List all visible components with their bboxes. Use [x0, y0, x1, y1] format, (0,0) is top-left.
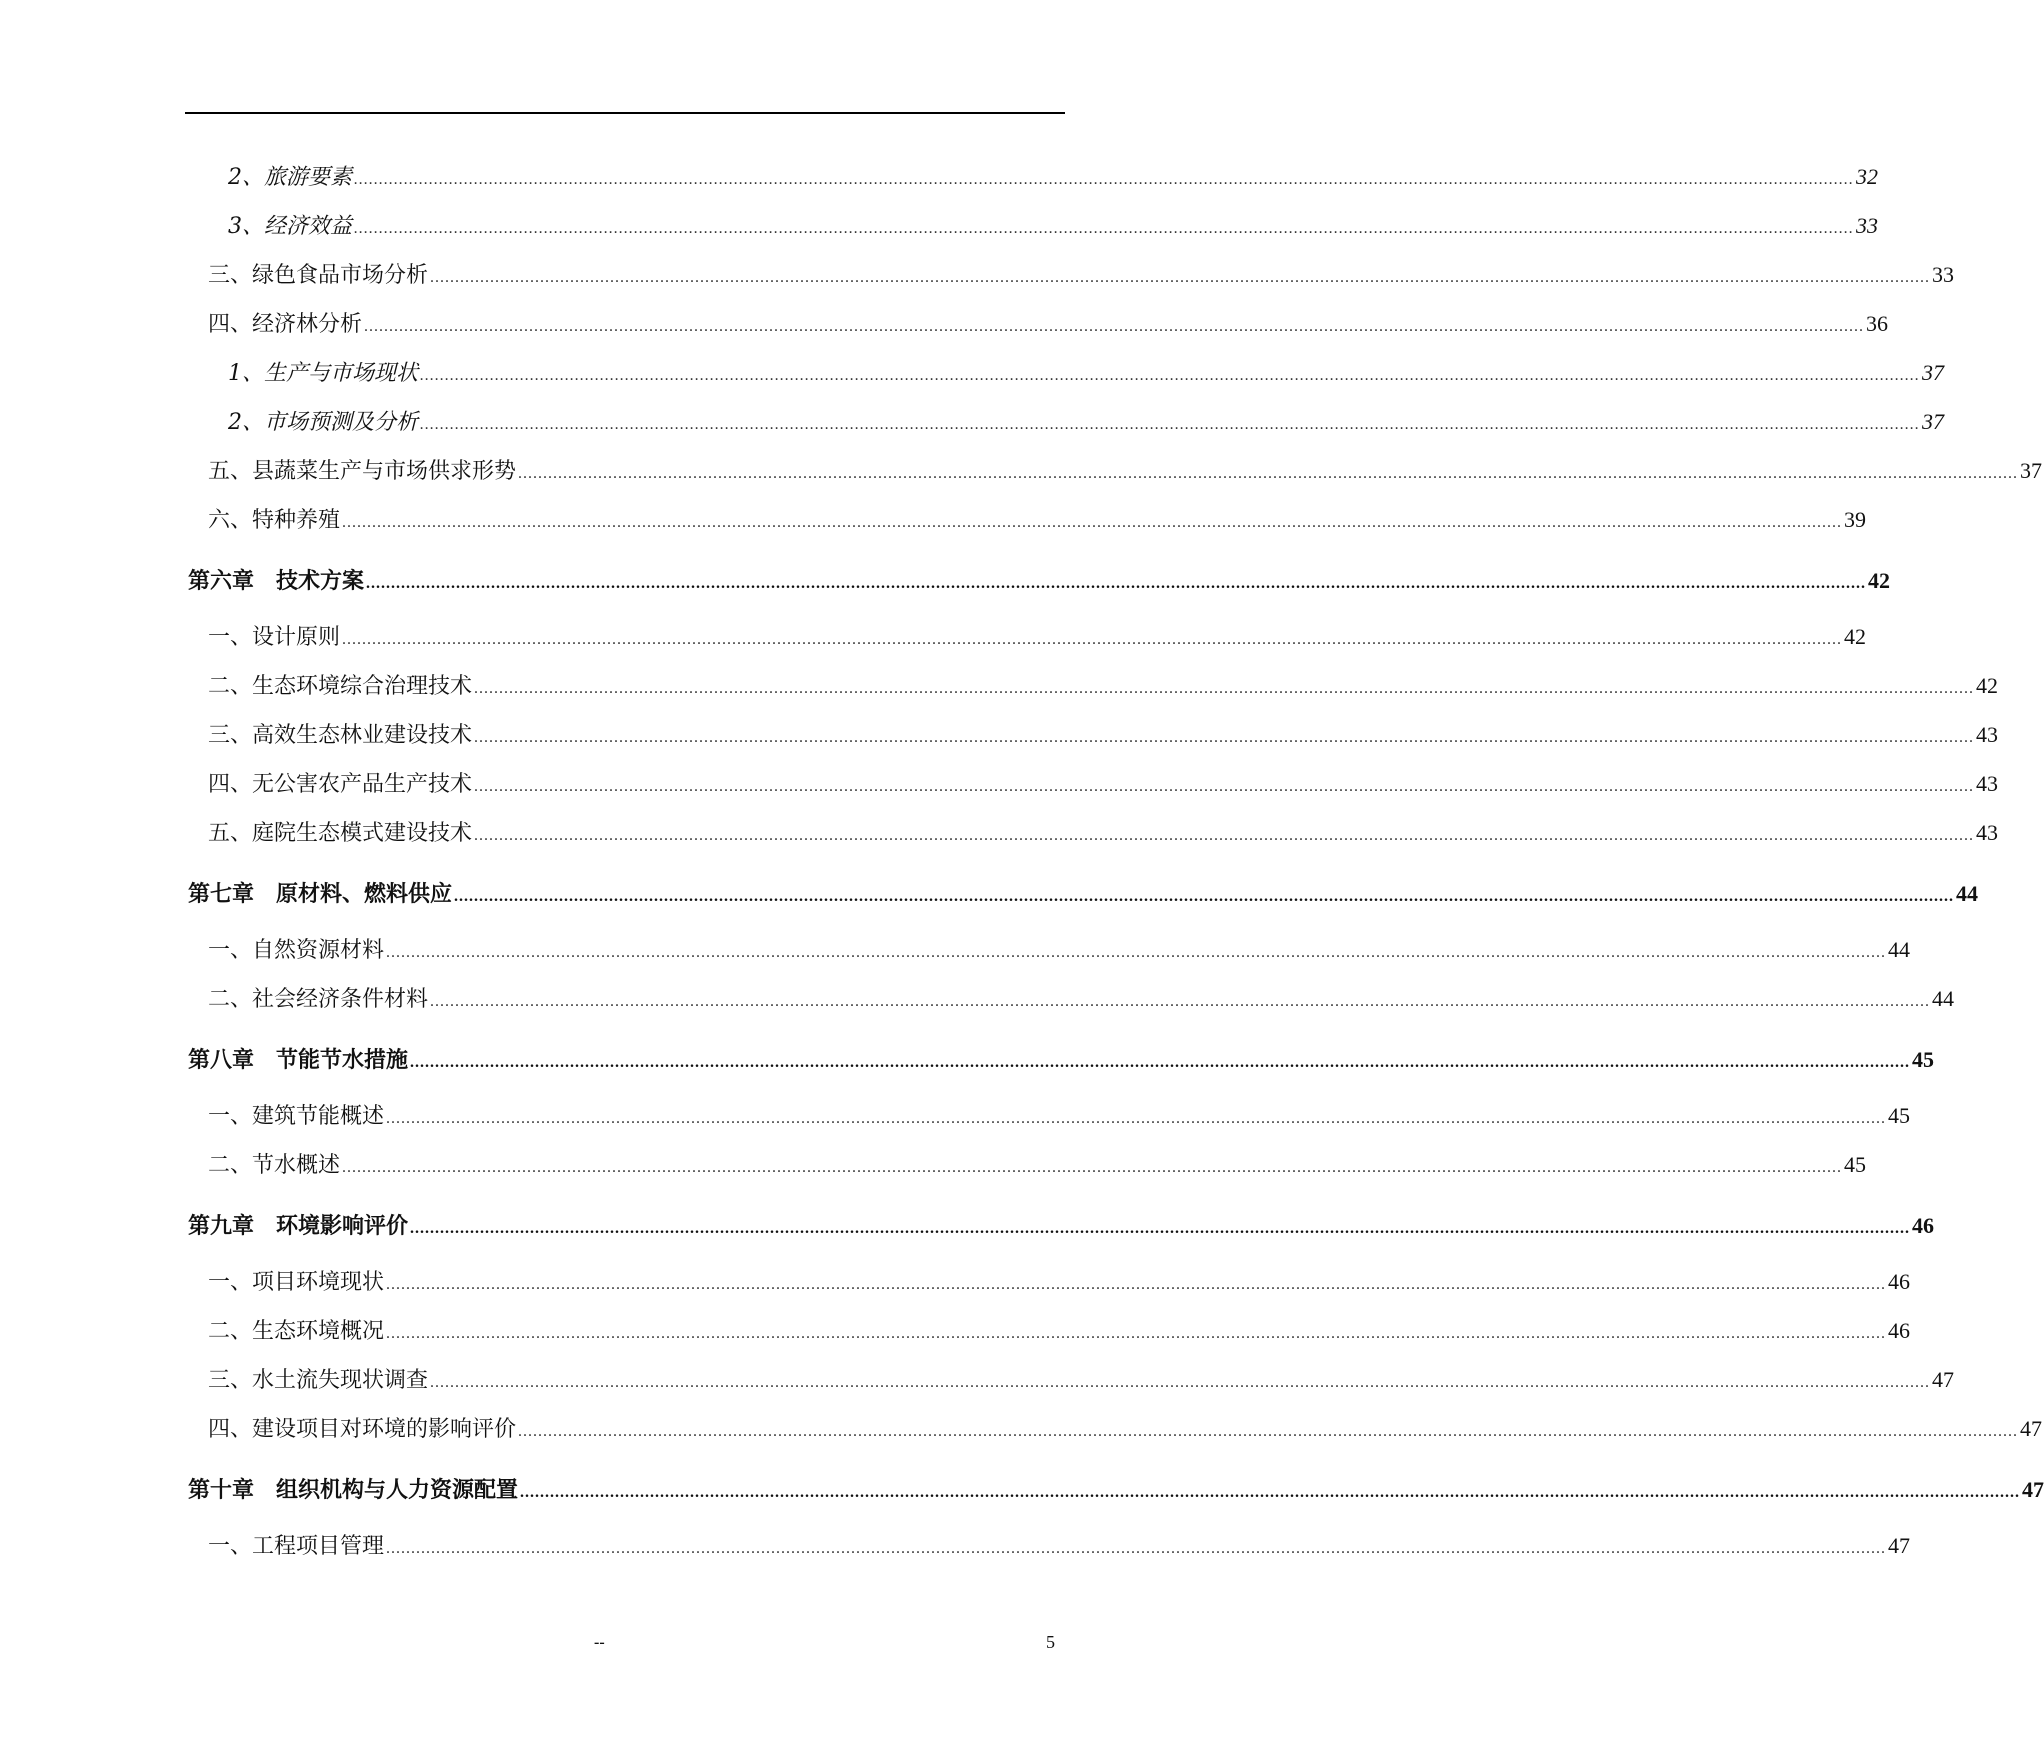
toc-dot-leader: ............................................................................................................................................................................................................................................................................................................ [386, 944, 1887, 961]
toc-entry-label: 六、特种养殖 [208, 508, 341, 533]
toc-entry-page: 45 [1888, 1103, 1911, 1128]
toc-entry-page: 42 [1976, 673, 1999, 698]
toc-entry-label: 二、节水概述 [208, 1153, 341, 1178]
toc-entry[interactable] [188, 925, 1911, 974]
toc-entry[interactable] [188, 612, 1867, 661]
toc-dot-leader: ............................................................................................................................................................................................................................................................................................................ [364, 318, 1865, 335]
toc-dot-leader: ............................................................................................................................................................................................................................................................................................................ [518, 1423, 2019, 1440]
toc-entry-label: 一、建筑节能概述 [208, 1104, 385, 1129]
toc-entry-label: 二、社会经济条件材料 [208, 987, 429, 1012]
toc-entry-page: 43 [1976, 771, 1999, 796]
toc-entry-label: 二、生态环境综合治理技术 [208, 674, 473, 699]
toc-entry-page: 47 [1932, 1367, 1955, 1392]
toc-dot-leader: ............................................................................................................................................................................................................................................................................................................ [386, 1276, 1887, 1293]
toc-dot-leader: ............................................................................................................................................................................................................................................................................................................ [420, 367, 1920, 384]
toc-entry[interactable] [188, 1257, 1911, 1306]
toc-entry[interactable] [188, 710, 1999, 759]
toc-entry-page: 47 [2022, 1477, 2044, 1502]
toc-dot-leader: ............................................................................................................................................................................................................................................................................................................ [354, 171, 1854, 188]
toc-dot-leader: ............................................................................................................................................................................................................................................................................................................ [386, 1325, 1887, 1342]
toc-entry[interactable] [188, 759, 1999, 808]
toc-entry-page: 36 [1866, 311, 1889, 336]
toc-entry-label: 2、市场预测及分析 [228, 410, 418, 435]
toc-entry-page: 32 [1856, 164, 1878, 189]
toc-chapter-entry[interactable] [188, 1195, 1935, 1257]
toc-entry[interactable] [188, 152, 1878, 201]
toc-dot-leader: ............................................................................................................................................................................................................................................................................................................ [454, 888, 1955, 905]
toc-dot-leader: ............................................................................................................................................................................................................................................................................................................ [474, 729, 1975, 746]
toc-entry-page: 37 [1922, 409, 1944, 434]
toc-entry-label: 1、生产与市场现状 [228, 361, 418, 386]
toc-entry[interactable] [188, 808, 1999, 857]
toc-entry-page: 46 [1888, 1269, 1911, 1294]
toc-entry-label: 四、无公害农产品生产技术 [208, 772, 473, 797]
toc-entry-page: 44 [1956, 881, 1979, 906]
toc-dot-leader: ............................................................................................................................................................................................................................................................................................................ [430, 993, 1931, 1010]
toc-dot-leader: ............................................................................................................................................................................................................................................................................................................ [474, 827, 1975, 844]
toc-chapter-entry[interactable] [188, 550, 1891, 612]
toc-entry[interactable] [188, 661, 1999, 710]
toc-dot-leader: ............................................................................................................................................................................................................................................................................................................ [520, 1484, 2021, 1501]
toc-entry[interactable] [188, 1521, 1911, 1570]
toc-entry-page: 46 [1912, 1213, 1935, 1238]
toc-entry-label: 二、生态环境概况 [208, 1319, 385, 1344]
toc-dot-leader: ............................................................................................................................................................................................................................................................................................................ [366, 575, 1867, 592]
toc-dot-leader: ............................................................................................................................................................................................................................................................................................................ [410, 1054, 1911, 1071]
toc-dot-leader: ............................................................................................................................................................................................................................................................................................................ [430, 1374, 1931, 1391]
toc-entry-page: 42 [1868, 568, 1891, 593]
toc-entry-label: 五、庭院生态模式建设技术 [208, 821, 473, 846]
toc-entry-label: 五、县蔬菜生产与市场供求形势 [208, 459, 517, 484]
toc-entry-page: 44 [1888, 937, 1911, 962]
toc-entry-label: 一、自然资源材料 [208, 938, 385, 963]
toc-entry[interactable] [188, 299, 1889, 348]
toc-entry-page: 33 [1856, 213, 1878, 238]
toc-entry-page: 45 [1844, 1152, 1867, 1177]
toc-entry-page: 37 [1922, 360, 1944, 385]
toc-entry-label: 一、项目环境现状 [208, 1270, 385, 1295]
toc-dot-leader: ............................................................................................................................................................................................................................................................................................................ [342, 631, 1843, 648]
toc-entry[interactable] [188, 250, 1955, 299]
toc-entry-label: 一、工程项目管理 [208, 1534, 385, 1559]
toc-entry[interactable] [188, 1306, 1911, 1355]
toc-entry-page: 43 [1976, 722, 1999, 747]
toc-dot-leader: ............................................................................................................................................................................................................................................................................................................ [420, 416, 1920, 433]
toc-entry-page: 45 [1912, 1047, 1935, 1072]
toc-entry-page: 44 [1932, 986, 1955, 1011]
toc-entry-label: 第十章 组织机构与人力资源配置 [188, 1477, 519, 1503]
toc-entry-label: 第八章 节能节水措施 [188, 1047, 409, 1073]
toc-chapter-entry[interactable] [188, 1029, 1935, 1091]
toc-dot-leader: ............................................................................................................................................................................................................................................................................................................ [342, 514, 1843, 531]
toc-chapter-entry[interactable] [188, 863, 1979, 925]
toc-entry-label: 3、经济效益 [228, 214, 352, 239]
toc-entry[interactable] [188, 974, 1955, 1023]
toc-dot-leader: ............................................................................................................................................................................................................................................................................................................ [474, 680, 1975, 697]
toc-entry-label: 一、设计原则 [208, 625, 341, 650]
toc-entry-label: 四、建设项目对环境的影响评价 [208, 1417, 517, 1442]
toc-entry-label: 第七章 原材料、燃料供应 [188, 881, 453, 907]
toc-entry[interactable] [188, 495, 1867, 544]
toc-dot-leader: ............................................................................................................................................................................................................................................................................................................ [386, 1540, 1887, 1557]
toc-entry[interactable] [188, 348, 1944, 397]
toc-entry-page: 43 [1976, 820, 1999, 845]
page-number: 5 [1046, 1632, 1055, 1652]
toc-entry-label: 四、经济林分析 [208, 312, 363, 337]
toc-entry-page: 39 [1844, 507, 1867, 532]
table-of-contents [188, 152, 2044, 1570]
toc-dot-leader: ............................................................................................................................................................................................................................................................................................................ [474, 778, 1975, 795]
toc-dot-leader: ............................................................................................................................................................................................................................................................................................................ [386, 1110, 1887, 1127]
toc-entry[interactable] [188, 1091, 1911, 1140]
toc-entry-label: 第九章 环境影响评价 [188, 1213, 409, 1239]
toc-entry-label: 三、绿色食品市场分析 [208, 263, 429, 288]
toc-entry[interactable] [188, 397, 1944, 446]
toc-dot-leader: ............................................................................................................................................................................................................................................................................................................ [430, 269, 1931, 286]
toc-entry[interactable] [188, 1140, 1867, 1189]
toc-dot-leader: ............................................................................................................................................................................................................................................................................................................ [342, 1159, 1843, 1176]
header-rule [185, 112, 1065, 114]
toc-entry-page: 46 [1888, 1318, 1911, 1343]
toc-entry-label: 三、水土流失现状调查 [208, 1368, 429, 1393]
toc-entry[interactable] [188, 201, 1878, 250]
toc-entry-label: 2、旅游要素 [228, 165, 352, 190]
toc-entry-page: 42 [1844, 624, 1867, 649]
toc-entry-label: 第六章 技术方案 [188, 568, 365, 594]
toc-entry[interactable] [188, 446, 2043, 495]
toc-dot-leader: ............................................................................................................................................................................................................................................................................................................ [518, 465, 2019, 482]
toc-chapter-entry[interactable] [188, 1459, 2044, 1521]
toc-entry-page: 47 [1888, 1533, 1911, 1558]
toc-dot-leader: ............................................................................................................................................................................................................................................................................................................ [354, 220, 1854, 237]
toc-entry-page: 37 [2020, 458, 2043, 483]
toc-dot-leader: ............................................................................................................................................................................................................................................................................................................ [410, 1220, 1911, 1237]
toc-entry[interactable] [188, 1404, 2043, 1453]
toc-entry-label: 三、高效生态林业建设技术 [208, 723, 473, 748]
footer-mark: -- [594, 1634, 605, 1651]
toc-entry[interactable] [188, 1355, 1955, 1404]
toc-entry-page: 33 [1932, 262, 1955, 287]
toc-entry-page: 47 [2020, 1416, 2043, 1441]
